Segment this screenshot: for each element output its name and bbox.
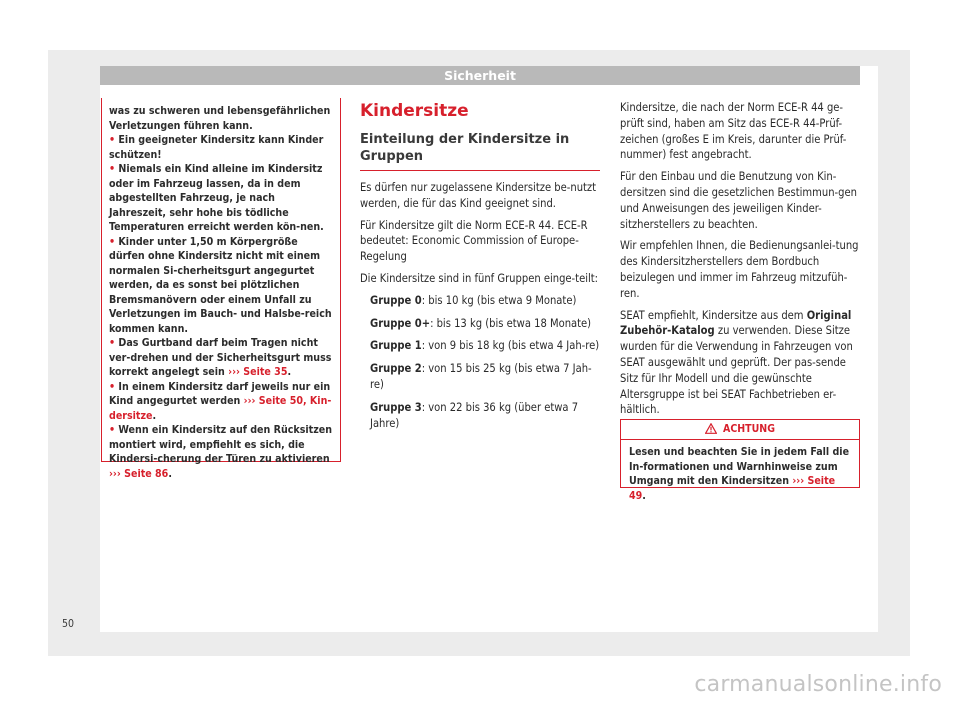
group-item [370,316,600,332]
warning-item [109,235,332,337]
section-header: Sicherheit [100,66,860,85]
text: SEAT empfiehlt, Kindersitze aus dem [620,308,807,322]
warning-list [109,133,332,481]
arrow-icon: ››› [228,366,240,378]
page-reference-link[interactable]: Seite 35 [243,366,288,378]
group-desc: : bis 13 kg (bis etwa 18 Monate) [430,316,592,330]
bullet-icon: • [109,163,116,175]
warning-box [101,98,341,480]
page-reference-link[interactable]: Seite 49 [629,475,836,502]
column-middle [360,100,600,438]
group-desc: : von 15 bis 25 kg (bis etwa 7 Jah-re) [370,362,592,391]
warning-item [109,423,332,481]
page-reference-link[interactable]: Seite 86 [124,467,169,480]
warning-item [109,380,332,424]
group-name: Gruppe 3 [370,400,422,414]
paragraph: Kindersitze, die nach der Norm ECE-R 44 ge-prüft sind, haben am Sitz das ECE-R 44-Prüf-zeichen (großes E im Kreis, darunter die Prüf-nummer) fest angebracht. [620,101,847,162]
warning-text: Kinder unter 1,50 m Körpergröße dürfen ohne Kindersitz nicht mit einem normalen Si-cherheitsgurt angegurtet werden, da es sonst bei plötzlichen Bremsmanövern oder einem Unfall zu Verletzungen im Bauch- und Halsbe-reich kommen kann. [109,235,332,335]
bullet-icon: • [109,134,116,146]
achtung-text [621,440,859,503]
warning-intro: was zu schweren und lebensgefährlichen Verletzungen führen kann. [109,105,331,132]
achtung-label: ACHTUNG [723,423,775,435]
page-reference-link[interactable]: Seite 50, Kin-dersitze [109,395,332,422]
bullet-icon: • [109,235,116,248]
warning-text: Wenn ein Kindersitz auf den Rücksitzen montiert wird, empfiehlt es sich, die Kindersi-cherung der Türen zu aktivieren [109,424,333,465]
text: . [642,489,646,502]
paragraph: Für Kindersitze gilt die Norm ECE-R 44. ECE-R bedeutet: Economic Commission of Europe-Regelung [360,218,588,264]
warning-text: Ein geeigneter Kindersitz kann Kinder schützen! [109,134,324,161]
paragraph: Wir empfehlen Ihnen, die Bedienungsanlei-tung des Kindersitzherstellers dem Bordbuch beizulegen und immer im Fahrzeug mitzufüh-ren. [620,239,859,300]
group-desc: : von 9 bis 18 kg (bis etwa 4 Jah-re) [421,339,600,353]
section-subtitle: Einteilung der Kindersitze in Gruppen [360,131,600,171]
group-desc: : bis 10 kg (bis etwa 9 Monate) [421,293,577,307]
group-name: Gruppe 0+ [370,316,431,330]
warning-text: In einem Kindersitz darf jeweils nur ein Kind angegurtet werden [109,380,331,407]
group-item [370,400,600,432]
group-item [370,338,600,354]
paragraph [620,308,862,419]
section-title: Kindersitze [360,101,469,121]
achtung-box [620,419,860,502]
column-right [620,100,862,424]
bullet-icon: • [109,337,116,349]
group-name: Gruppe 0 [370,293,422,307]
catalog-name: Original Zubehör-Katalog [620,308,852,338]
paragraph: Es dürfen nur zugelassene Kindersitze be-nutzt werden, die für das Kind geeignet sind. [360,181,597,210]
text: . [152,409,157,422]
arrow-icon: ››› [109,467,121,480]
bullet-icon: • [109,380,116,393]
warning-text: Das Gurtband darf beim Tragen nicht ver-drehen und der Sicherheitsgurt muss korrekt angelegt sein [109,337,332,378]
watermark: carmanualsonline.info [694,672,942,697]
group-name: Gruppe 2 [370,362,422,376]
text: Lesen und beachten Sie in jedem Fall die In-formationen und Warnhinweise zum Umgang mit den Kindersitzen [629,446,850,487]
warning-item [109,336,332,380]
arrow-icon: ››› [792,475,805,487]
warning-text: Niemals ein Kind alleine im Kindersitz oder im Fahrzeug lassen, da in dem abgestellten Fahrzeug, je nach Jahreszeit, sehr hohe bis tödliche Temperaturen erreicht werden kön-nen. [109,163,324,233]
group-name: Gruppe 1 [370,339,422,353]
warning-triangle-icon [705,422,717,441]
text: . [287,366,292,378]
group-list [360,293,600,432]
paragraph: Die Kindersitze sind in fünf Gruppen einge-teilt: [360,271,599,285]
paragraph: Für den Einbau und die Benutzung von Kin-dersitzen sind die gesetzlichen Bestimmun-gen und Anweisungen des jeweiligen Kinder-sitzherstellers zu beachten. [620,170,857,231]
warning-item [109,162,332,235]
arrow-icon: ››› [243,395,256,407]
group-item [370,361,600,393]
achtung-header [621,420,859,440]
warning-item [109,133,332,162]
page-number: 50 [62,618,75,630]
group-desc: : von 22 bis 36 kg (über etwa 7 Jahre) [370,400,579,430]
text: . [168,467,172,480]
text: zu verwenden. Diese Sitze wurden für die Verwendung in Fahrzeugen von SEAT ausgewählt und geprüft. Der pas-sende Sitz für Ihr Modell und die gewünschte Altersgruppe ist bei SEAT Fachbetrieben er-hältlich. [620,324,853,417]
group-item [370,293,600,309]
bullet-icon: • [109,424,116,436]
